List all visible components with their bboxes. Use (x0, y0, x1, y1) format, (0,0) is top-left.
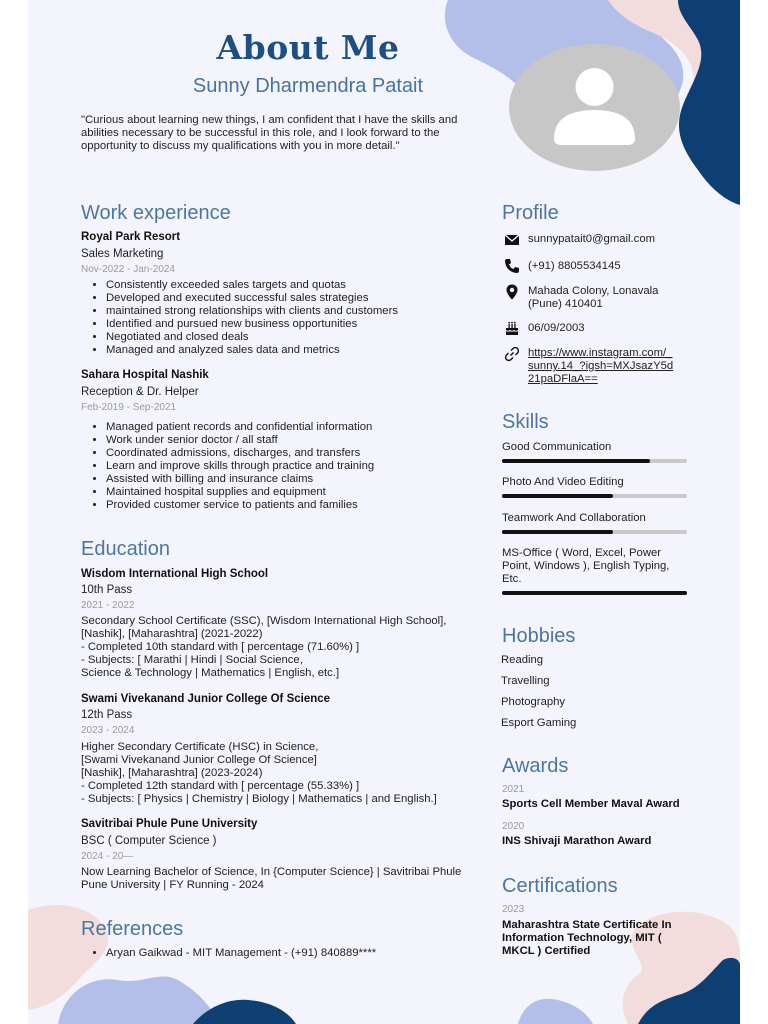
job-bullet-list (82, 279, 398, 357)
hobby-item: Photography (501, 696, 566, 708)
hobbies-heading: Hobbies (502, 625, 576, 647)
skill-bar (502, 494, 687, 498)
award-year: 2021 (502, 784, 525, 795)
job-dates: Feb-2019 - Sep-2021 (81, 402, 177, 413)
award-year: 2020 (502, 821, 525, 832)
link-icon (504, 346, 520, 362)
instagram-link[interactable]: https://www.instagram.com/_sunny.14_?igsh=MXJsazY5d21paDFlaA== (528, 347, 674, 385)
profile-link[interactable] (528, 347, 678, 386)
award-name: Sports Cell Member Maval Award (502, 798, 680, 810)
page-title: About Me (216, 28, 400, 67)
job-bullet: • maintained strong relationships with clients and customers (106, 305, 398, 318)
certifications-heading: Certifications (502, 875, 618, 897)
skill-name: MS-Office ( Word, Excel, Power Point, Windows ), English Typing, Etc. (502, 547, 670, 585)
job-bullet: • Coordinated admissions, discharges, and transfers (106, 447, 374, 460)
certification-year: 2023 (502, 904, 525, 915)
avatar (509, 44, 680, 171)
school-level: BSC ( Computer Science ) (81, 835, 217, 847)
profile-email: sunnypatait0@gmail.com (528, 233, 656, 245)
profile-heading: Profile (502, 202, 559, 224)
school-dates: 2024 - 20— (81, 851, 134, 862)
work-experience-heading: Work experience (81, 202, 231, 224)
school-description: Now Learning Bachelor of Science, In {Computer Science} | Savitribai Phule Pune University | FY Running - 2024 (81, 866, 462, 891)
job-bullet: • Work under senior doctor / all staff (106, 434, 374, 447)
skill-bar-fill (502, 530, 613, 534)
job-bullet: • Managed and analyzed sales data and metrics (106, 344, 398, 357)
birthday-cake-icon (504, 320, 520, 336)
award-name: INS Shivaji Marathon Award (502, 835, 652, 847)
job-org: Royal Park Resort (81, 231, 181, 243)
school-dates: 2021 - 2022 (81, 600, 135, 611)
job-bullet: • Managed patient records and confidential information (106, 421, 374, 434)
job-role: Sales Marketing (81, 248, 164, 260)
resume-page (28, 0, 740, 1024)
hobby-item: Esport Gaming (501, 717, 577, 729)
job-dates: Nov-2022 - Jan-2024 (81, 264, 175, 275)
school-description: Higher Secondary Certificate (HSC) in Science, [Swami Vivekanand Junior College Of Science] [Nashik], [Maharashtra] (2023-2024) - Completed 12th standard with [ percentage (55.33%) ] - Subjects: [ Physics | Chemistry | Biology | Mathematics | and English.] (81, 741, 437, 805)
skills-heading: Skills (502, 411, 549, 433)
profile-address: Mahada Colony, Lonavala (Pune) 410401 (528, 285, 659, 310)
job-role: Reception & Dr. Helper (81, 386, 199, 398)
school-level: 12th Pass (81, 709, 133, 721)
awards-heading: Awards (502, 755, 569, 777)
skill-name: Good Communication (502, 441, 612, 453)
job-bullet: • Consistently exceeded sales targets and quotas (106, 279, 398, 292)
job-bullet: • Negotiated and closed deals (106, 331, 398, 344)
references-heading: References (81, 918, 184, 940)
references-list (82, 947, 376, 960)
job-bullet: • Learn and improve skills through practice and training (106, 460, 374, 473)
reference-item: • Aryan Gaikwad - MIT Management - (+91) 840889**** (106, 947, 376, 960)
hobby-item: Reading (501, 654, 544, 666)
objective-quote: "Curious about learning new things, I am confident that I have the skills and abilities necessary to be successful in this role, and I look forward to the opportunity to discuss my qualifications with you in more detail." (81, 114, 458, 152)
education-heading: Education (81, 538, 170, 560)
skill-bar-fill (502, 591, 687, 595)
job-org: Sahara Hospital Nashik (81, 369, 209, 381)
skill-bar (502, 530, 687, 534)
user-silhouette-icon (509, 44, 680, 171)
profile-phone: (+91) 8805534145 (528, 260, 621, 272)
envelope-icon (504, 232, 520, 248)
skill-bar (502, 591, 687, 595)
skill-name: Teamwork And Collaboration (502, 512, 646, 524)
skill-bar (502, 459, 687, 463)
skill-bar-fill (502, 459, 650, 463)
school-name: Swami Vivekanand Junior College Of Science (81, 693, 331, 705)
job-bullet: • Maintained hospital supplies and equipment (106, 486, 374, 499)
job-bullet: • Assisted with billing and insurance claims (106, 473, 374, 486)
skill-bar-fill (502, 494, 613, 498)
job-bullet: • Developed and executed successful sales strategies (106, 292, 398, 305)
school-dates: 2023 - 2024 (81, 725, 135, 736)
school-name: Savitribai Phule Pune University (81, 818, 258, 830)
location-pin-icon (504, 284, 520, 300)
hobby-item: Travelling (501, 675, 550, 687)
profile-dob: 06/09/2003 (528, 322, 585, 334)
school-name: Wisdom International High School (81, 568, 269, 580)
job-bullet-list (82, 421, 374, 512)
school-level: 10th Pass (81, 584, 133, 596)
job-bullet: • Provided customer service to patients and families (106, 499, 374, 512)
phone-icon (504, 258, 520, 274)
certification-name: Maharashtra State Certificate In Information Technology, MIT ( MKCL ) Certified (502, 919, 672, 957)
skill-name: Photo And Video Editing (502, 476, 624, 488)
school-description: Secondary School Certificate (SSC), [Wisdom International High School], [Nashik], [Maharashtra] (2021-2022) - Completed 10th standard with [ percentage (71.60%) ] - Subjects: [ Marathi | Hindi | Social Science, Science & Technology | Mathematics | English, etc.] (81, 615, 447, 679)
job-bullet: • Identified and pursued new business opportunities (106, 318, 398, 331)
full-name: Sunny Dharmendra Patait (192, 75, 424, 97)
